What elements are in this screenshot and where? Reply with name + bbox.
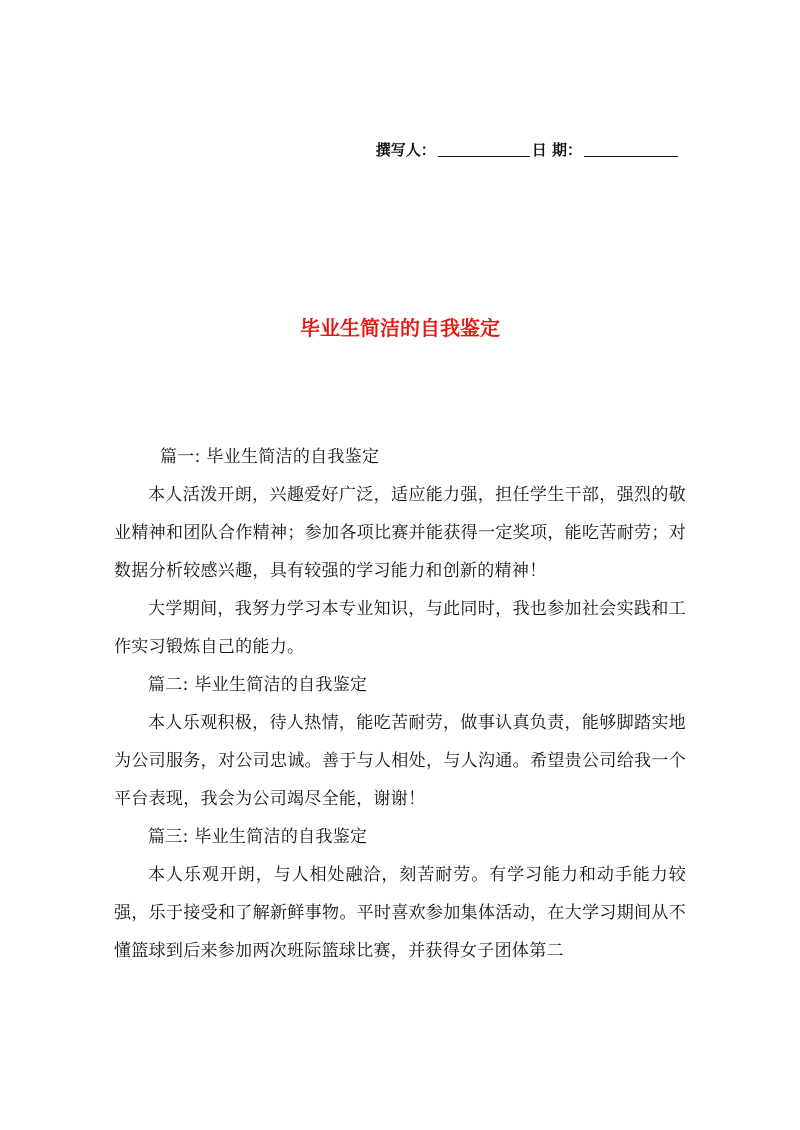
document-body [114,438,686,970]
document-title: 毕业生简洁的自我鉴定 [300,316,500,340]
author-label: 撰写人： [375,141,436,159]
paragraph: 本人乐观开朗，与人相处融洽，刻苦耐劳。有学习能力和动手能力较强，乐于接受和了解新鲜事物。平时喜欢参加集体活动，在大学习期间从不懂篮球到后来参加两次班际篮球比赛，并获得女子团体第二 [114,865,686,961]
paragraph: 本人乐观积极，待人热情，能吃苦耐劳，做事认真负责，能够脚踏实地为公司服务，对公司忠诚。善于与人相处，与人沟通。希望贵公司给我一个平台表现，我会为公司竭尽全能，谢谢！ [114,713,686,809]
section-heading: 篇三: 毕业生简洁的自我鉴定 [148,827,368,847]
date-blank [584,155,678,157]
section-heading: 篇二: 毕业生简洁的自我鉴定 [148,675,368,695]
author-blank [438,155,530,157]
date-label: 日 期： [531,141,582,159]
paragraph: 大学期间，我努力学习本专业知识，与此同时，我也参加社会实践和工作实习锻炼自己的能力。 [114,599,686,657]
paragraph: 本人活泼开朗，兴趣爱好广泛，适应能力强，担任学生干部，强烈的敬业精神和团队合作精神；参加各项比赛并能获得一定奖项，能吃苦耐劳；对数据分析较感兴趣，具有较强的学习能力和创新的精神！ [114,485,686,581]
author-date-line [376,139,680,161]
section-heading: 篇一: 毕业生简洁的自我鉴定 [160,447,380,467]
